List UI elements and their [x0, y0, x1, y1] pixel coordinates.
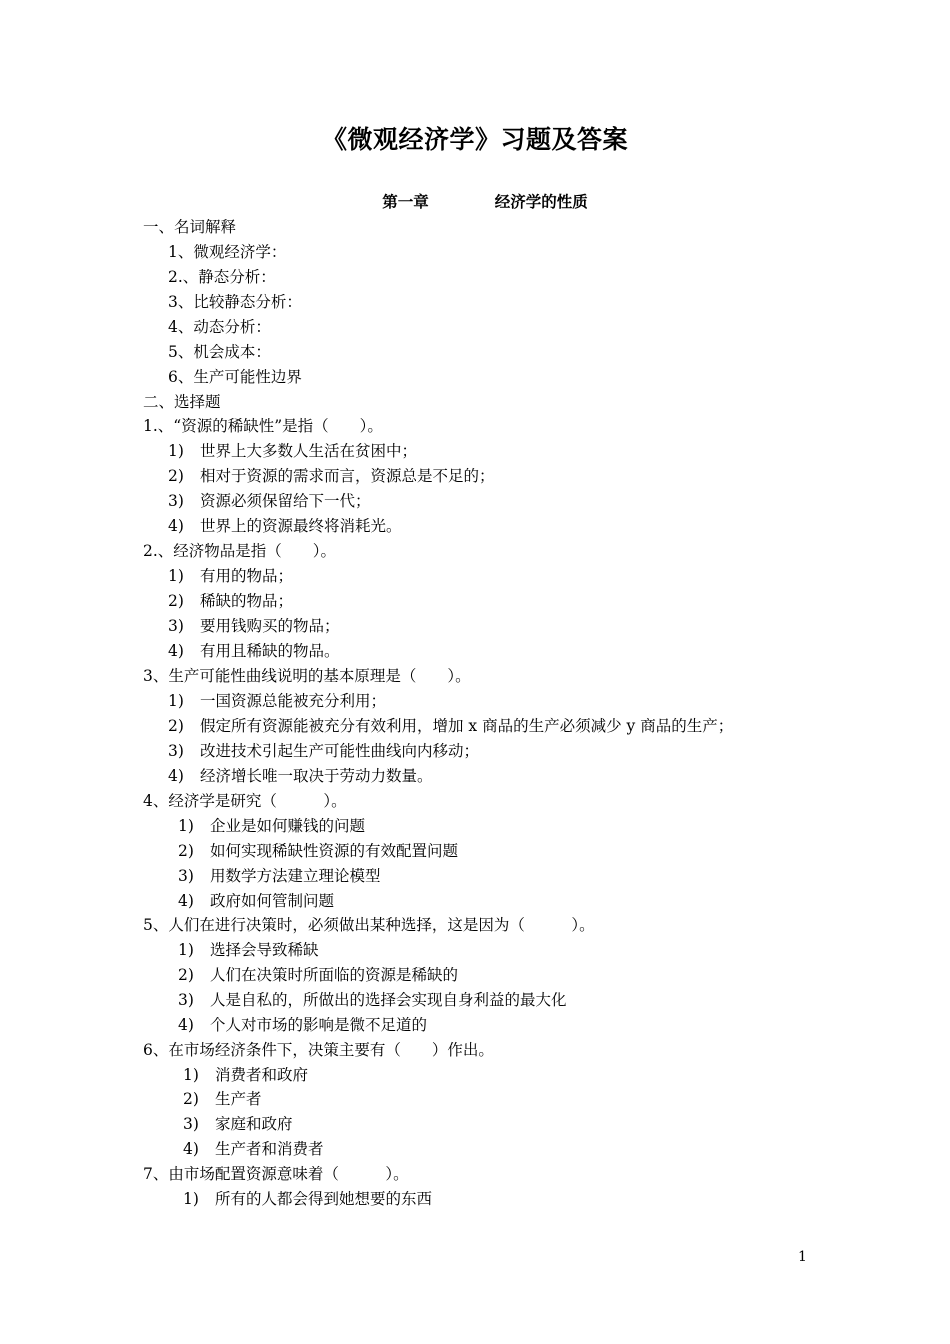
- option-number: 1): [168, 442, 184, 460]
- section-heading-terms: 一、名词解释: [143, 218, 237, 236]
- question-option: [168, 589, 293, 613]
- chapter-heading: [0, 190, 950, 214]
- question-option: [168, 614, 340, 638]
- question-option: [168, 489, 371, 513]
- question-option: [178, 839, 458, 863]
- term-item: 5、机会成本：: [168, 343, 271, 361]
- option-number: 1): [168, 567, 184, 585]
- page-number: 1: [798, 1249, 807, 1265]
- option-text: 家庭和政府: [215, 1115, 293, 1133]
- option-text: 经济增长唯一取决于劳动力数量。: [200, 767, 433, 785]
- option-text: 个人对市场的影响是微不足道的: [210, 1016, 428, 1034]
- option-number: 4): [183, 1140, 199, 1158]
- question-stem: 3、生产可能性曲线说明的基本原理是（ ）。: [143, 667, 471, 685]
- option-text: 资源必须保留给下一代；: [200, 492, 371, 510]
- option-number: 4): [178, 892, 194, 910]
- question-option: [168, 639, 340, 663]
- option-text: 一国资源总能被充分利用；: [200, 692, 387, 710]
- option-text: 稀缺的物品；: [200, 592, 294, 610]
- question-stem: 1.、“资源的稀缺性”是指（ ）。: [143, 417, 383, 435]
- chapter-name: 经济学的性质: [494, 192, 588, 211]
- question-stem: 2.、经济物品是指（ ）。: [143, 542, 337, 560]
- option-text: 人们在决策时所面临的资源是稀缺的: [210, 966, 459, 984]
- option-number: 1): [178, 941, 194, 959]
- question-option: [183, 1187, 432, 1211]
- question-option: [178, 814, 365, 838]
- option-number: 1): [183, 1190, 199, 1208]
- option-number: 4): [168, 642, 184, 660]
- option-text: 改进技术引起生产可能性曲线向内移动；: [200, 742, 480, 760]
- option-text: 要用钱购买的物品；: [200, 617, 340, 635]
- question-stem: 4、经济学是研究（ ）。: [143, 792, 347, 810]
- question-option: [183, 1137, 324, 1161]
- question-option: [168, 514, 402, 538]
- option-number: 2): [168, 592, 184, 610]
- question-stem: 6、在市场经济条件下，决策主要有（ ）作出。: [143, 1041, 494, 1059]
- question-option: [178, 889, 334, 913]
- option-text: 政府如何管制问题: [210, 892, 335, 910]
- question-option: [168, 689, 386, 713]
- option-number: 3): [178, 867, 194, 885]
- question-stem: 7、由市场配置资源意味着（ ）。: [143, 1165, 409, 1183]
- term-item: 1、微观经济学：: [168, 243, 287, 261]
- option-number: 4): [178, 1016, 194, 1034]
- option-number: 2): [183, 1090, 199, 1108]
- option-number: 3): [178, 991, 194, 1009]
- option-text: 消费者和政府: [215, 1066, 309, 1084]
- section-heading-choice: 二、选择题: [143, 393, 221, 411]
- term-item: 4、动态分析：: [168, 318, 271, 336]
- question-stem: 5、人们在进行决策时，必须做出某种选择，这是因为（ ）。: [143, 916, 595, 934]
- chapter-number: 第一章: [382, 192, 429, 211]
- option-text: 企业是如何赚钱的问题: [210, 817, 366, 835]
- option-text: 生产者: [215, 1090, 262, 1108]
- question-option: [178, 938, 319, 962]
- question-option: [183, 1063, 308, 1087]
- option-text: 人是自私的，所做出的选择会实现自身利益的最大化: [210, 991, 567, 1009]
- option-text: 生产者和消费者: [215, 1140, 324, 1158]
- question-option: [183, 1112, 293, 1136]
- option-number: 4): [168, 767, 184, 785]
- option-text: 所有的人都会得到她想要的东西: [215, 1190, 433, 1208]
- option-number: 2): [178, 842, 194, 860]
- term-item: 2.、静态分析：: [168, 268, 276, 286]
- option-text: 相对于资源的需求而言，资源总是不足的；: [200, 467, 495, 485]
- question-option: [168, 714, 733, 738]
- term-item: 6、生产可能性边界: [168, 368, 302, 386]
- option-text: 用数学方法建立理论模型: [210, 867, 381, 885]
- option-text: 假定所有资源能被充分有效利用，增加 x 商品的生产必须减少 y 商品的生产；: [200, 717, 734, 735]
- question-option: [168, 739, 479, 763]
- option-number: 1): [178, 817, 194, 835]
- option-text: 世界上的资源最终将消耗光。: [200, 517, 402, 535]
- option-number: 1): [183, 1066, 199, 1084]
- option-number: 3): [168, 492, 184, 510]
- option-number: 3): [183, 1115, 199, 1133]
- option-number: 1): [168, 692, 184, 710]
- term-item: 3、比较静态分析：: [168, 293, 302, 311]
- question-option: [178, 988, 567, 1012]
- option-number: 2): [168, 467, 184, 485]
- question-option: [178, 1013, 427, 1037]
- question-option: [168, 564, 293, 588]
- question-option: [178, 864, 381, 888]
- option-text: 选择会导致稀缺: [210, 941, 319, 959]
- option-number: 4): [168, 517, 184, 535]
- option-number: 2): [178, 966, 194, 984]
- option-text: 有用且稀缺的物品。: [200, 642, 340, 660]
- option-number: 3): [168, 742, 184, 760]
- question-option: [168, 464, 495, 488]
- question-option: [168, 439, 417, 463]
- question-option: [183, 1087, 262, 1111]
- question-option: [178, 963, 458, 987]
- option-text: 有用的物品；: [200, 567, 294, 585]
- option-text: 如何实现稀缺性资源的有效配置问题: [210, 842, 459, 860]
- question-option: [168, 764, 433, 788]
- option-number: 2): [168, 717, 184, 735]
- option-number: 3): [168, 617, 184, 635]
- option-text: 世界上大多数人生活在贫困中；: [200, 442, 418, 460]
- document-title: 《微观经济学》习题及答案: [321, 125, 628, 154]
